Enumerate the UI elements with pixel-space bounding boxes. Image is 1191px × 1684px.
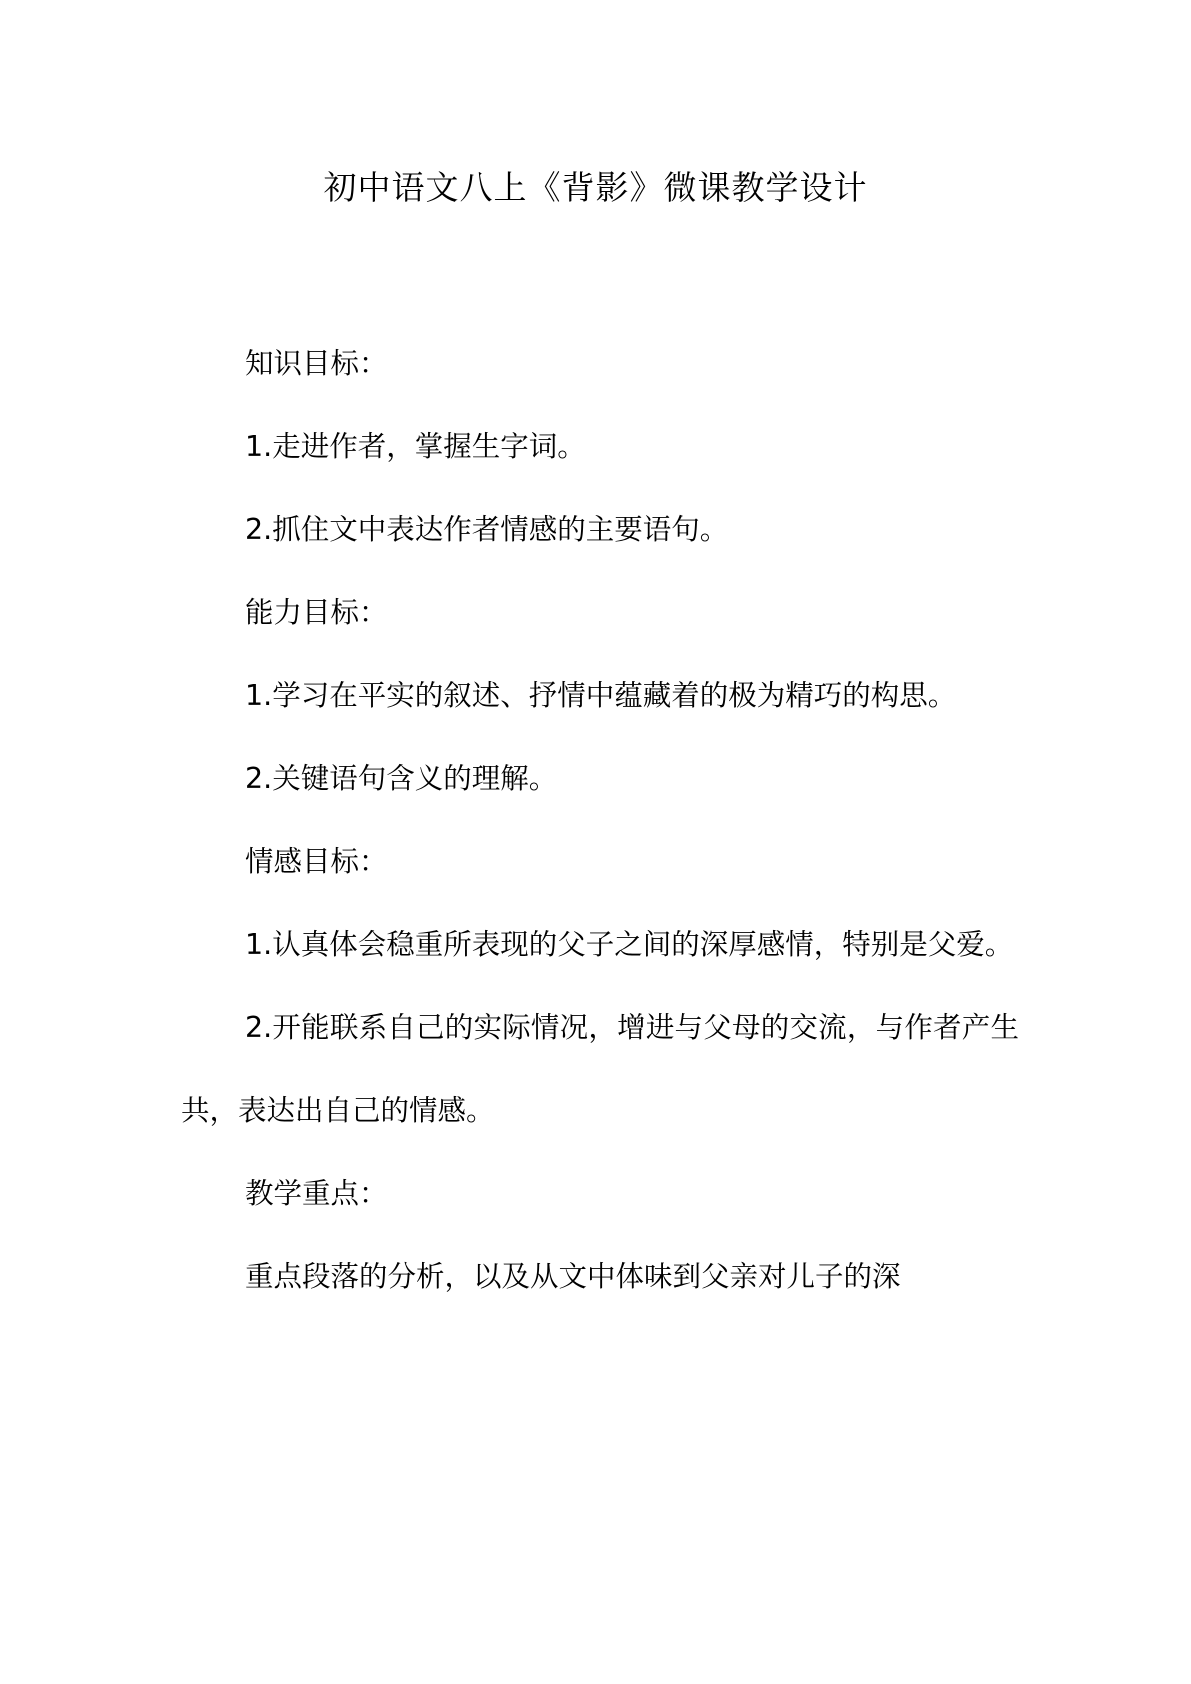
document-body [181,322,1019,1318]
emotion-objective-1: 1.认真体会稳重所表现的父子之间的深厚感情，特别是父爱。 [245,928,1014,961]
knowledge-objective-1: 1.走进作者，掌握生字词。 [245,430,586,463]
ability-objective-1: 1.学习在平实的叙述、抒情中蕴藏着的极为精巧的构思。 [245,679,957,712]
knowledge-objective-2: 2.抓住文中表达作者情感的主要语句。 [245,513,729,546]
ability-objective-2: 2.关键语句含义的理解。 [245,762,558,795]
section-heading-emotion: 情感目标： [245,845,388,878]
document-title: 初中语文八上《背影》微课教学设计 [323,168,868,207]
emotion-objective-2: 2.开能联系自己的实际情况，增进与父母的交流，与作者产生共，表达出自己的情感。 [181,1011,1019,1127]
section-heading-knowledge: 知识目标： [245,347,388,380]
key-points-text: 重点段落的分析，以及从文中体味到父亲对儿子的深 [245,1260,901,1293]
section-heading-key-points: 教学重点： [245,1177,388,1210]
section-heading-ability: 能力目标： [245,596,388,629]
